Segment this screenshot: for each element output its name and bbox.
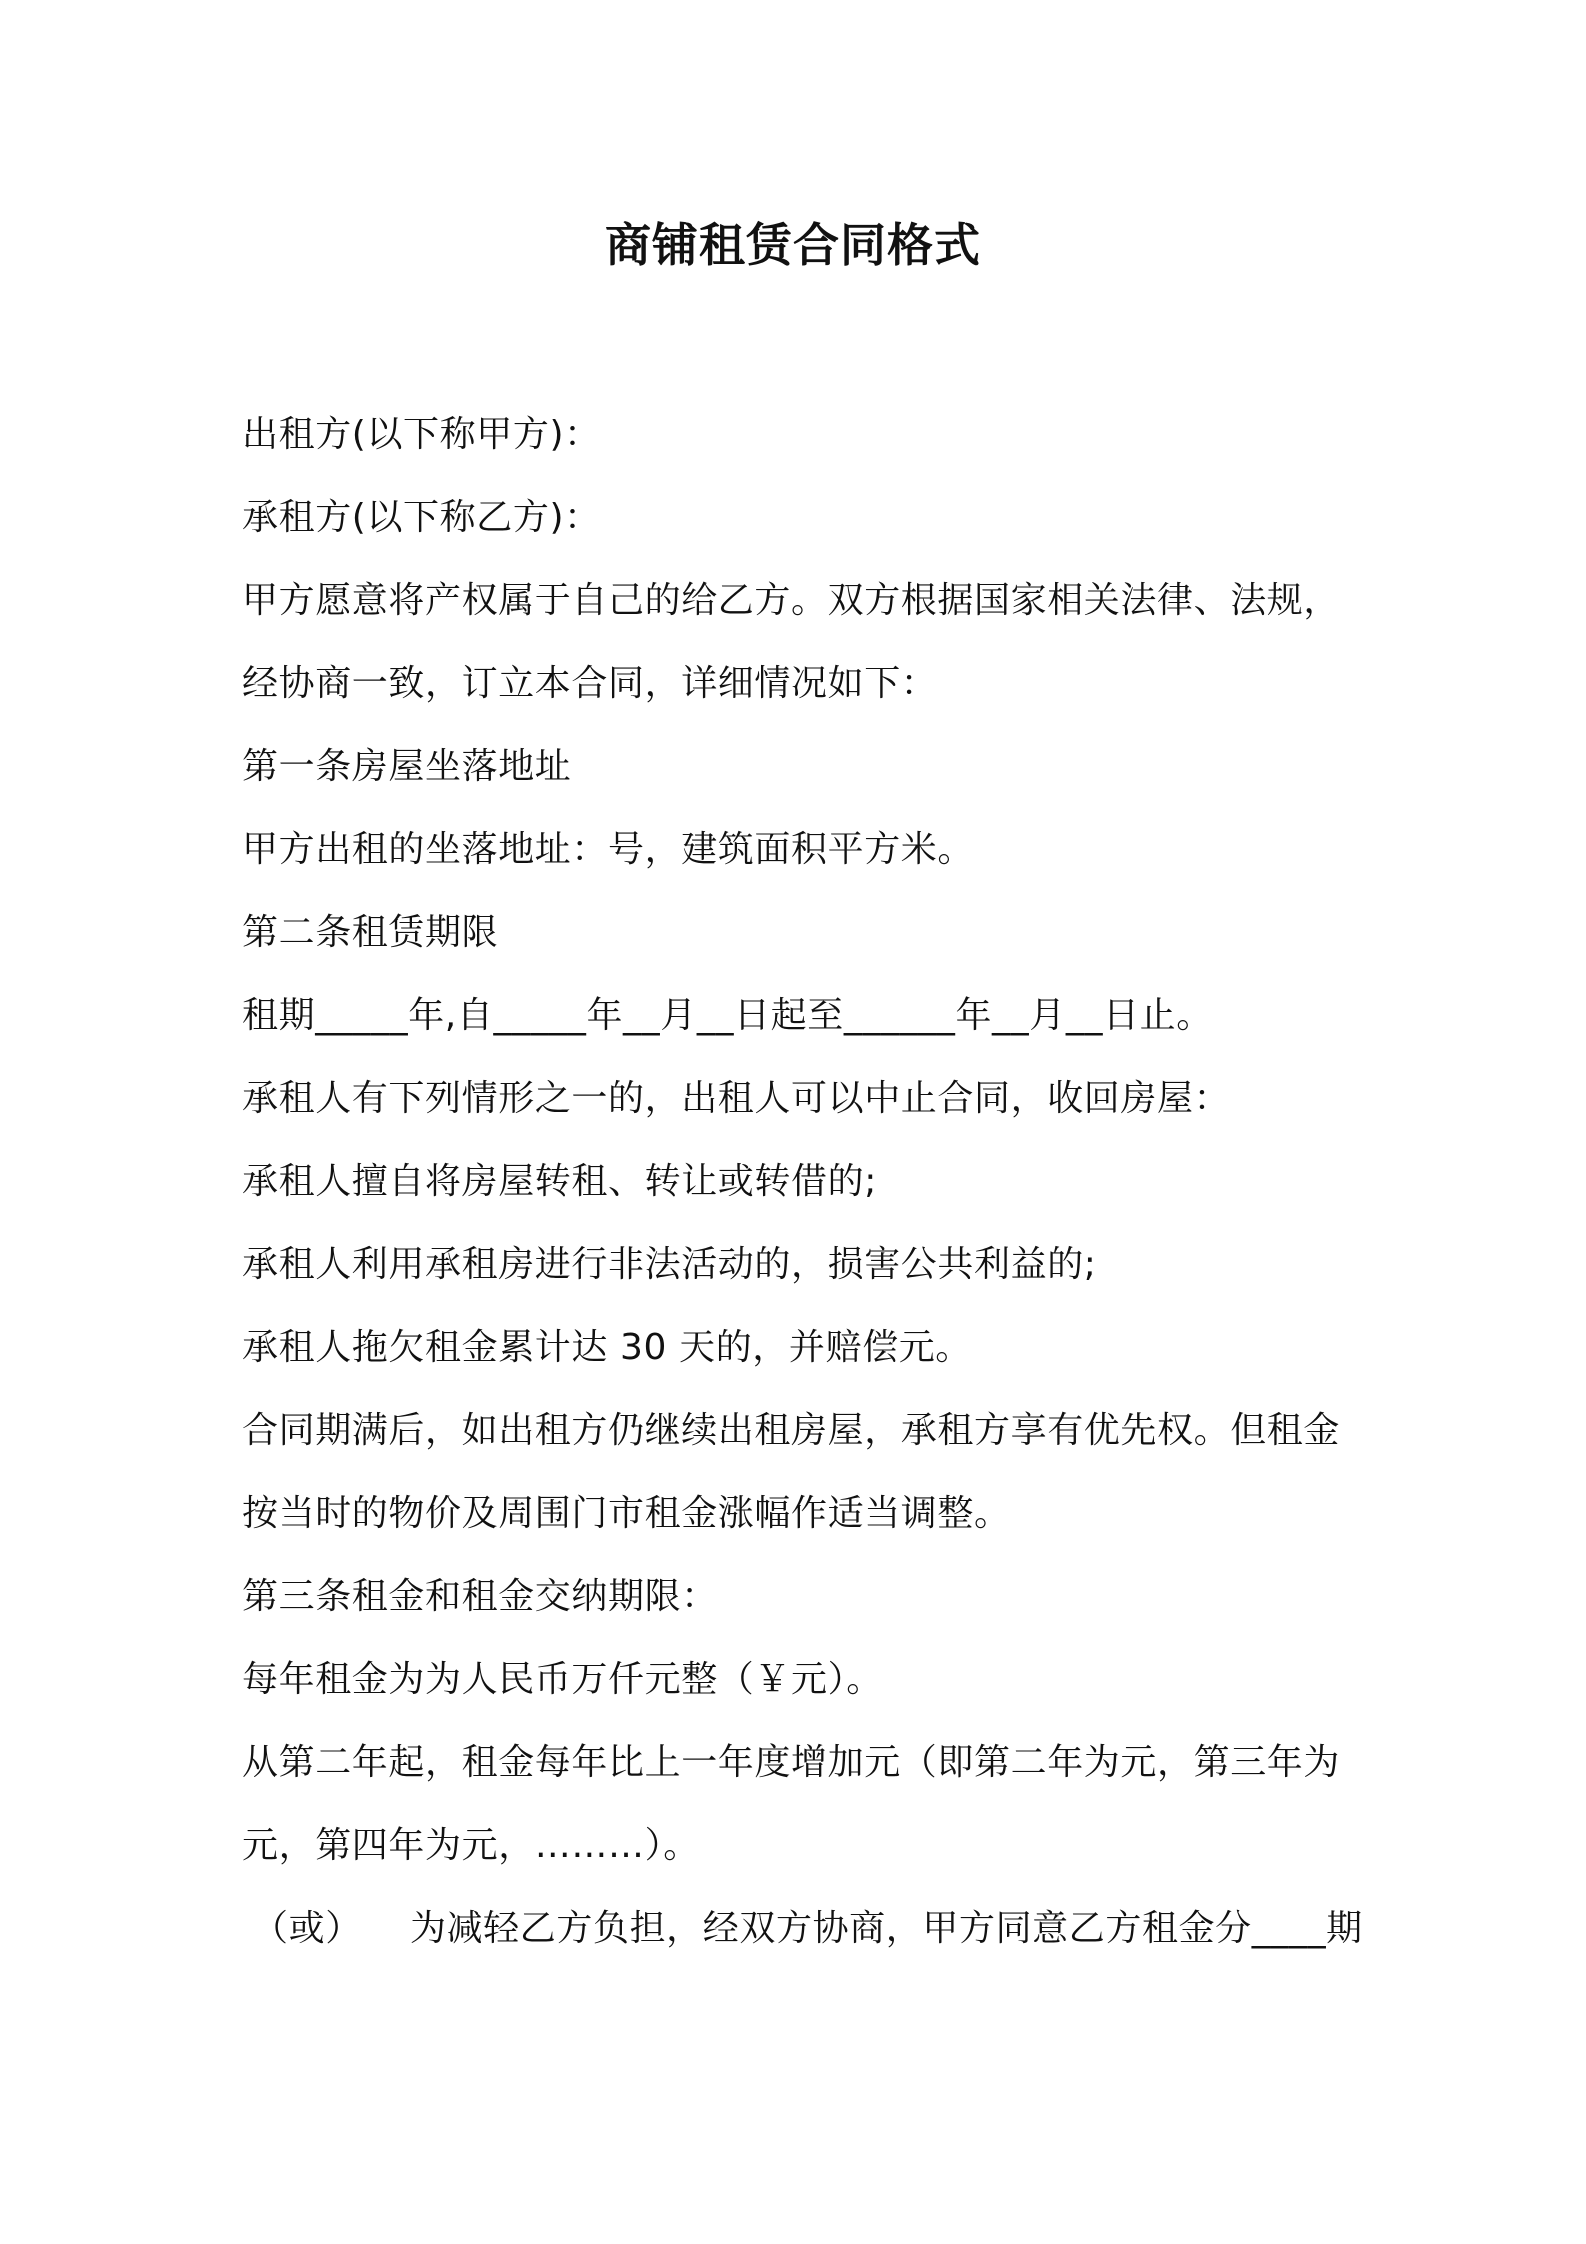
article-3-heading: 第三条租金和租金交纳期限： (242, 1576, 718, 1617)
document-title: 商铺租赁合同格式 (605, 218, 981, 272)
lease-term-line: 租期_____年,自_____年__月__日起至______年__月__日止。 (242, 995, 1213, 1036)
renewal-line-1: 合同期满后，如出租方仍继续出租房屋，承租方享有优先权。但租金 (242, 1410, 1341, 1451)
document-body (242, 405, 1362, 1982)
article-1-address: 甲方出租的坐落地址：号，建筑面积平方米。 (242, 829, 975, 870)
annual-rent-line: 每年租金为为人民币万仟元整（￥元）。 (242, 1659, 883, 1700)
rent-increase-line-2: 元，第四年为元，………）。 (242, 1825, 700, 1866)
article-1-heading: 第一条房屋坐落地址 (242, 746, 572, 787)
termination-case-2: 承租人利用承租房进行非法活动的，损害公共利益的; (242, 1244, 1097, 1285)
lessee-line: 承租方(以下称乙方)： (242, 497, 601, 538)
preamble-line-1: 甲方愿意将产权属于自己的给乙方。双方根据国家相关法律、法规， (242, 580, 1341, 621)
rent-increase-line-1: 从第二年起，租金每年比上一年度增加元（即第二年为元，第三年为 (242, 1742, 1341, 1783)
termination-case-1: 承租人擅自将房屋转租、转让或转借的; (242, 1161, 877, 1202)
renewal-line-2: 按当时的物价及周围门市租金涨幅作适当调整。 (242, 1493, 1011, 1534)
installment-line: （或） 为减轻乙方负担，经双方协商，甲方同意乙方租金分____期 (252, 1908, 1363, 1949)
termination-intro: 承租人有下列情形之一的，出租人可以中止合同，收回房屋： (242, 1078, 1231, 1119)
article-2-heading: 第二条租赁期限 (242, 912, 499, 953)
lessor-line: 出租方(以下称甲方)： (242, 414, 601, 455)
termination-case-3: 承租人拖欠租金累计达 30 天的，并赔偿元。 (242, 1327, 972, 1368)
preamble-line-2: 经协商一致，订立本合同，详细情况如下： (242, 663, 938, 704)
